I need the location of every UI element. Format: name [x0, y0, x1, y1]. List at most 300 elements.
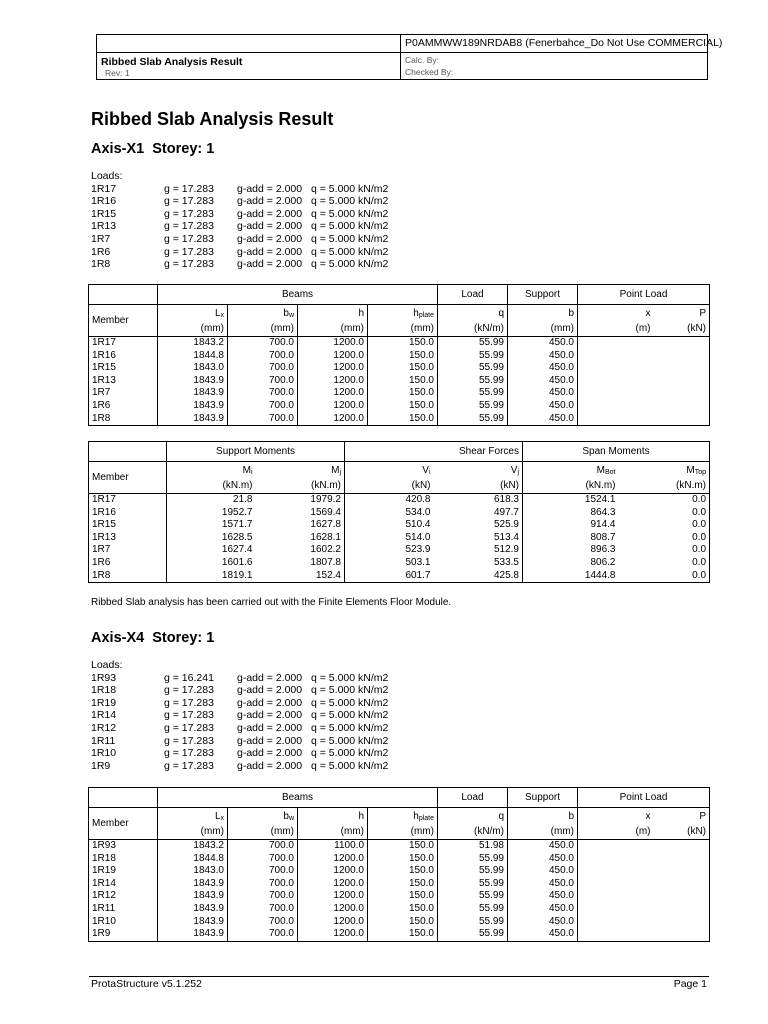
table-row [89, 544, 710, 557]
value-cell: 55.99 [438, 903, 508, 916]
column-header [578, 808, 654, 840]
member-cell: 1R15 [89, 362, 158, 375]
load-gadd: g-add = 2.000 [237, 182, 303, 195]
load-member: 1R93 [91, 671, 117, 684]
value-cell: 700.0 [228, 840, 298, 853]
load-row [91, 182, 389, 196]
value-cell: 1200.0 [298, 362, 368, 375]
table-group-header [89, 442, 710, 462]
load-row [91, 734, 389, 748]
load-q: q = 5.000 kN/m2 [311, 721, 389, 734]
value-cell [654, 853, 710, 866]
project-code: P0AMMWW189NRDAB8 (Fenerbahce_Do Not Use COMMERCIAL) [405, 37, 723, 49]
column-symbol: M [596, 464, 605, 476]
column-symbol: V [422, 464, 429, 476]
column-subscript: plate [418, 814, 434, 822]
load-row [91, 696, 389, 710]
value-cell: 150.0 [368, 890, 438, 903]
table-row [89, 532, 710, 545]
column-symbol: q [498, 810, 504, 822]
value-cell: 150.0 [368, 362, 438, 375]
column-header [167, 462, 256, 494]
value-cell [578, 387, 654, 400]
value-cell: 1843.9 [158, 375, 228, 388]
load-g: g = 17.283 [164, 258, 214, 271]
loads-label: Loads: [91, 659, 123, 671]
member-cell: 1R15 [89, 519, 167, 532]
table-row [89, 413, 710, 426]
column-symbol: h [358, 307, 364, 319]
column-header [256, 462, 345, 494]
column-symbol: x [645, 307, 651, 319]
value-cell: 700.0 [228, 387, 298, 400]
load-member: 1R16 [91, 195, 117, 208]
value-cell: 534.0 [345, 507, 434, 520]
value-cell: 808.7 [523, 532, 619, 545]
value-cell [654, 387, 710, 400]
value-cell: 1843.0 [158, 362, 228, 375]
column-symbol: M [331, 464, 340, 476]
value-cell: 55.99 [438, 865, 508, 878]
column-header [508, 305, 578, 337]
value-cell: 601.7 [345, 570, 434, 583]
load-g: g = 17.283 [164, 696, 214, 709]
value-cell: 1628.1 [256, 532, 345, 545]
column-subscript: j [517, 468, 519, 476]
value-cell: 1200.0 [298, 413, 368, 426]
table-row [89, 570, 710, 583]
checked-by-label: Checked By: [405, 67, 454, 77]
column-header [434, 462, 523, 494]
value-cell: 1200.0 [298, 350, 368, 363]
column-subscript: w [288, 311, 294, 319]
value-cell: 1819.1 [167, 570, 256, 583]
column-header [578, 305, 654, 337]
value-cell: 150.0 [368, 928, 438, 941]
load-member: 1R14 [91, 709, 117, 722]
load-gadd: g-add = 2.000 [237, 721, 303, 734]
beam-table-2 [88, 787, 710, 942]
value-cell: 450.0 [508, 400, 578, 413]
load-gadd: g-add = 2.000 [237, 195, 303, 208]
member-cell: 1R7 [89, 544, 167, 557]
value-cell [578, 362, 654, 375]
column-unit: (kN) [687, 825, 707, 837]
member-header-blank [89, 285, 158, 305]
column-unit: (kN.m) [311, 479, 341, 491]
load-q: q = 5.000 kN/m2 [311, 220, 389, 233]
value-cell: 1628.5 [167, 532, 256, 545]
value-cell: 1200.0 [298, 400, 368, 413]
column-header [158, 808, 228, 840]
value-cell: 1200.0 [298, 865, 368, 878]
load-gadd: g-add = 2.000 [237, 245, 303, 258]
value-cell: 513.4 [434, 532, 523, 545]
member-header: Member [89, 462, 167, 494]
column-symbol: x [645, 810, 651, 822]
table-row [89, 350, 710, 363]
column-header [438, 305, 508, 337]
value-cell: 150.0 [368, 840, 438, 853]
column-header [654, 305, 710, 337]
header-row-project [97, 35, 723, 53]
load-row [91, 232, 389, 246]
value-cell [654, 890, 710, 903]
member-cell: 1R16 [89, 350, 158, 363]
value-cell: 0.0 [619, 532, 710, 545]
value-cell [578, 400, 654, 413]
value-cell [654, 350, 710, 363]
value-cell: 55.99 [438, 375, 508, 388]
load-g: g = 17.283 [164, 709, 214, 722]
table-row [89, 507, 710, 520]
value-cell: 450.0 [508, 840, 578, 853]
value-cell: 514.0 [345, 532, 434, 545]
load-row [91, 684, 389, 697]
value-cell: 1627.8 [256, 519, 345, 532]
loads-label: Loads: [91, 170, 123, 182]
value-cell: 700.0 [228, 375, 298, 388]
value-cell [578, 890, 654, 903]
column-unit: (kN) [687, 322, 707, 334]
load-member: 1R7 [91, 232, 111, 245]
value-cell: 450.0 [508, 337, 578, 350]
value-cell: 1100.0 [298, 840, 368, 853]
value-cell [578, 375, 654, 388]
column-symbol: q [498, 307, 504, 319]
group-beams: Beams [158, 788, 438, 808]
load-member: 1R11 [91, 734, 116, 747]
member-cell: 1R17 [89, 494, 167, 507]
value-cell: 1200.0 [298, 916, 368, 929]
value-cell [654, 878, 710, 891]
value-cell: 0.0 [619, 494, 710, 507]
value-cell: 700.0 [228, 878, 298, 891]
value-cell: 55.99 [438, 413, 508, 426]
beam-table-1 [88, 284, 710, 426]
table-row [89, 853, 710, 866]
value-cell: 523.9 [345, 544, 434, 557]
group-support-moments: Support Moments [167, 442, 345, 462]
load-member: 1R12 [91, 721, 117, 734]
value-cell: 450.0 [508, 890, 578, 903]
value-cell [654, 362, 710, 375]
value-cell [654, 337, 710, 350]
member-cell: 1R10 [89, 916, 158, 929]
value-cell: 914.4 [523, 519, 619, 532]
value-cell: 512.9 [434, 544, 523, 557]
value-cell: 450.0 [508, 350, 578, 363]
report-header [96, 34, 723, 80]
load-row [91, 759, 389, 773]
column-header [298, 305, 368, 337]
column-header [508, 808, 578, 840]
column-header [158, 305, 228, 337]
column-symbol: h [413, 810, 419, 822]
value-cell: 700.0 [228, 903, 298, 916]
group-point-load: Point Load [578, 788, 710, 808]
value-cell: 1843.2 [158, 337, 228, 350]
load-g: g = 17.283 [164, 195, 214, 208]
value-cell: 450.0 [508, 362, 578, 375]
table-row [89, 903, 710, 916]
value-cell [654, 375, 710, 388]
value-cell: 150.0 [368, 865, 438, 878]
value-cell: 497.7 [434, 507, 523, 520]
value-cell: 152.4 [256, 570, 345, 583]
member-cell: 1R13 [89, 532, 167, 545]
member-cell: 1R93 [89, 840, 158, 853]
load-q: q = 5.000 kN/m2 [311, 759, 389, 772]
column-symbol: b [568, 810, 574, 822]
value-cell: 1843.9 [158, 413, 228, 426]
value-cell: 51.98 [438, 840, 508, 853]
load-row [91, 220, 389, 233]
group-load: Load [438, 788, 508, 808]
column-symbol: h [358, 810, 364, 822]
table-row [89, 890, 710, 903]
table-row [89, 400, 710, 413]
column-unit: (mm) [550, 322, 574, 334]
value-cell: 0.0 [619, 519, 710, 532]
table-row [89, 916, 710, 929]
group-support: Support [508, 788, 578, 808]
value-cell: 55.99 [438, 350, 508, 363]
member-cell: 1R18 [89, 853, 158, 866]
column-symbol: V [510, 464, 518, 476]
value-cell: 450.0 [508, 413, 578, 426]
value-cell: 1844.8 [158, 350, 228, 363]
member-header: Member [89, 305, 158, 337]
column-unit: (mm) [200, 322, 224, 334]
value-cell: 1200.0 [298, 337, 368, 350]
value-cell: 55.99 [438, 916, 508, 929]
member-cell: 1R6 [89, 557, 167, 570]
value-cell: 1200.0 [298, 928, 368, 941]
value-cell: 450.0 [508, 916, 578, 929]
load-q: q = 5.000 kN/m2 [311, 709, 389, 722]
value-cell: 1952.7 [167, 507, 256, 520]
moment-table-1 [88, 441, 710, 583]
load-member: 1R19 [91, 696, 117, 709]
value-cell: 150.0 [368, 337, 438, 350]
value-cell: 1843.9 [158, 928, 228, 941]
load-member: 1R8 [91, 258, 111, 271]
value-cell: 450.0 [508, 928, 578, 941]
value-cell [578, 878, 654, 891]
value-cell: 1444.8 [523, 570, 619, 583]
load-g: g = 17.283 [164, 232, 214, 245]
column-unit: (mm) [270, 322, 294, 334]
column-header [368, 808, 438, 840]
loads-list-1 [91, 170, 389, 271]
load-q: q = 5.000 kN/m2 [311, 684, 389, 697]
table-group-header [89, 788, 710, 808]
value-cell: 0.0 [619, 557, 710, 570]
load-gadd: g-add = 2.000 [237, 258, 303, 271]
column-symbol: P [699, 810, 707, 822]
table-row [89, 557, 710, 570]
load-q: q = 5.000 kN/m2 [311, 195, 389, 208]
column-subscript: x [220, 311, 224, 319]
value-cell: 150.0 [368, 853, 438, 866]
column-header [368, 305, 438, 337]
section-title-1: Axis-X1 Storey: 1 [91, 141, 215, 157]
table-row [89, 928, 710, 941]
table-row [89, 878, 710, 891]
column-unit: (kN.m) [222, 479, 253, 491]
value-cell: 1602.2 [256, 544, 345, 557]
column-unit: (mm) [270, 825, 294, 837]
load-q: q = 5.000 kN/m2 [311, 734, 389, 747]
value-cell [578, 337, 654, 350]
footer-software: ProtaStructure v5.1.252 [91, 978, 202, 990]
load-g: g = 17.283 [164, 721, 214, 734]
column-unit: (kN/m) [474, 322, 504, 334]
value-cell: 864.3 [523, 507, 619, 520]
load-row [91, 258, 389, 271]
value-cell: 55.99 [438, 387, 508, 400]
value-cell: 150.0 [368, 878, 438, 891]
load-q: q = 5.000 kN/m2 [311, 671, 389, 684]
value-cell: 700.0 [228, 337, 298, 350]
value-cell [654, 865, 710, 878]
member-cell: 1R8 [89, 413, 158, 426]
load-gadd: g-add = 2.000 [237, 671, 303, 684]
value-cell: 700.0 [228, 865, 298, 878]
value-cell: 806.2 [523, 557, 619, 570]
load-g: g = 17.283 [164, 182, 214, 195]
member-cell: 1R9 [89, 928, 158, 941]
load-q: q = 5.000 kN/m2 [311, 245, 389, 258]
column-unit: (kN) [500, 479, 519, 491]
value-cell [654, 928, 710, 941]
load-row [91, 245, 389, 259]
value-cell: 700.0 [228, 853, 298, 866]
value-cell: 450.0 [508, 375, 578, 388]
member-cell: 1R19 [89, 865, 158, 878]
load-gadd: g-add = 2.000 [237, 207, 303, 220]
column-unit: (mm) [550, 825, 574, 837]
member-cell: 1R7 [89, 387, 158, 400]
value-cell: 0.0 [619, 544, 710, 557]
value-cell [654, 903, 710, 916]
group-shear-forces: Shear Forces [345, 442, 523, 462]
load-q: q = 5.000 kN/m2 [311, 182, 389, 195]
table-group-header [89, 285, 710, 305]
load-gadd: g-add = 2.000 [237, 220, 303, 233]
value-cell [578, 916, 654, 929]
load-member: 1R6 [91, 245, 111, 258]
column-unit: (mm) [340, 322, 364, 334]
column-unit: (m) [635, 322, 651, 334]
load-row [91, 207, 389, 221]
value-cell: 1571.7 [167, 519, 256, 532]
group-point-load: Point Load [578, 285, 710, 305]
column-header [654, 808, 710, 840]
value-cell: 450.0 [508, 878, 578, 891]
value-cell: 1843.9 [158, 878, 228, 891]
value-cell: 1843.9 [158, 387, 228, 400]
value-cell: 1569.4 [256, 507, 345, 520]
analysis-note: Ribbed Slab analysis has been carried out with the Finite Elements Floor Module. [91, 597, 452, 608]
column-symbol: M [686, 464, 695, 476]
value-cell [578, 413, 654, 426]
column-header [619, 462, 710, 494]
column-header [345, 462, 434, 494]
value-cell: 150.0 [368, 400, 438, 413]
group-span-moments: Span Moments [523, 442, 710, 462]
column-header [298, 808, 368, 840]
column-unit: (mm) [340, 825, 364, 837]
table-row [89, 375, 710, 388]
value-cell: 55.99 [438, 890, 508, 903]
load-member: 1R18 [91, 684, 117, 697]
value-cell: 510.4 [345, 519, 434, 532]
value-cell [654, 840, 710, 853]
value-cell: 1200.0 [298, 387, 368, 400]
value-cell: 700.0 [228, 916, 298, 929]
column-unit: (mm) [410, 322, 434, 334]
value-cell: 450.0 [508, 853, 578, 866]
column-unit: (kN.m) [585, 479, 616, 491]
value-cell [654, 413, 710, 426]
value-cell: 1200.0 [298, 853, 368, 866]
column-header [228, 305, 298, 337]
footer-page-number: Page 1 [673, 978, 707, 990]
value-cell: 150.0 [368, 350, 438, 363]
load-member: 1R15 [91, 207, 117, 220]
load-gadd: g-add = 2.000 [237, 709, 303, 722]
member-cell: 1R8 [89, 570, 167, 583]
column-subscript: Top [694, 468, 707, 476]
calc-by-label: Calc. By: [405, 55, 440, 65]
column-header [523, 462, 619, 494]
value-cell: 55.99 [438, 400, 508, 413]
load-gadd: g-add = 2.000 [237, 232, 303, 245]
value-cell: 1200.0 [298, 375, 368, 388]
member-cell: 1R13 [89, 375, 158, 388]
value-cell: 150.0 [368, 413, 438, 426]
value-cell: 525.9 [434, 519, 523, 532]
table-column-header [89, 305, 710, 337]
value-cell: 618.3 [434, 494, 523, 507]
value-cell: 450.0 [508, 903, 578, 916]
load-gadd: g-add = 2.000 [237, 734, 303, 747]
table-row [89, 494, 710, 507]
value-cell: 1843.9 [158, 400, 228, 413]
column-subscript: Bot [604, 468, 616, 476]
footer-rule [89, 976, 709, 977]
page-title: Ribbed Slab Analysis Result [91, 109, 334, 129]
group-beams: Beams [158, 285, 438, 305]
value-cell: 1200.0 [298, 903, 368, 916]
value-cell: 1844.8 [158, 853, 228, 866]
table-row [89, 362, 710, 375]
table-row [89, 519, 710, 532]
value-cell: 896.3 [523, 544, 619, 557]
column-symbol: b [283, 810, 289, 822]
member-header: Member [89, 808, 158, 840]
value-cell: 150.0 [368, 916, 438, 929]
column-symbol: M [242, 464, 251, 476]
value-cell: 0.0 [619, 570, 710, 583]
header-title: Ribbed Slab Analysis Result [101, 56, 243, 68]
value-cell: 700.0 [228, 400, 298, 413]
load-g: g = 17.283 [164, 759, 214, 772]
load-gadd: g-add = 2.000 [237, 759, 303, 772]
section-title-2: Axis-X4 Storey: 1 [91, 630, 215, 646]
